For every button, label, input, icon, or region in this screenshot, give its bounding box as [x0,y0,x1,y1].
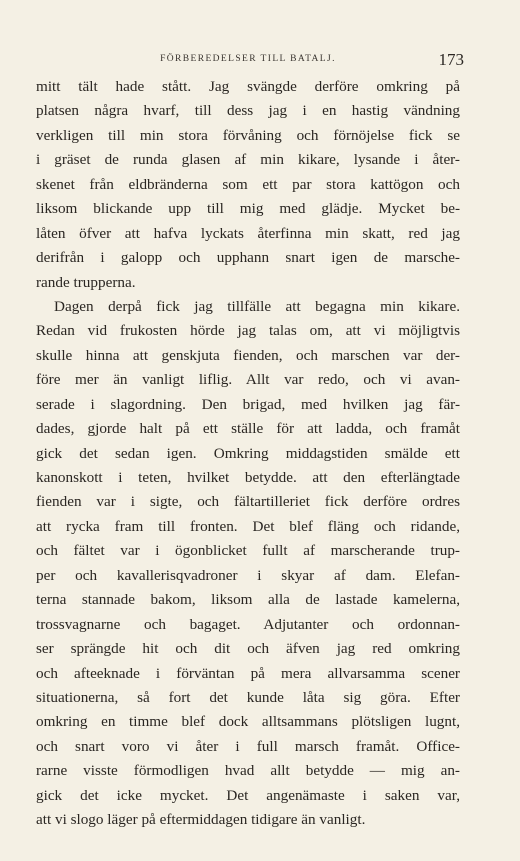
text-line: skulle hinna att genskjuta fienden, och marschen var der- [36,346,460,364]
text-line: Dagen derpå fick jag tillfälle att begagna min kikare. [54,297,460,315]
body-text [36,75,460,833]
text-line: att vi slogo läger på eftermiddagen tidigare än vanligt. [36,811,366,829]
text-line: per och kavallerisqvadroner i skyar af dam. Elefan- [36,566,460,584]
text-line: trossvagnarne och bagaget. Adjutanter och ordonnan- [36,615,460,633]
text-line: terna stannade bakom, liksom alla de lastade kamelerna, [36,591,460,609]
header-title: FÖRBEREDELSER TILL BATALJ. [160,54,336,64]
text-line: derifrån i galopp och upphann snart igen de marsche- [36,249,460,267]
running-head [36,50,464,72]
text-line: serade i slagordning. Den brigad, med hvilken jag fär- [36,395,460,413]
text-line: att rycka fram till fronten. Det blef fläng och ridande, [36,517,460,535]
text-line: omkring en timme blef dock alltsammans plötsligen lugnt, [36,713,460,731]
text-line: och afteeknade i förväntan på mera allvarsamma scener [36,664,460,682]
text-line: mitt tält hade stått. Jag svängde derföre omkring på [36,78,460,95]
page-number: 173 [438,50,464,69]
text-line: verkligen till min stora förvåning och förnöjelse fick se [36,126,460,144]
text-line: dades, gjorde halt på ett ställe för att ladda, och framåt [36,420,460,438]
text-line: och fältet var i ögonblicket fullt af marscherande trup- [36,542,460,560]
text-line: gick det sedan igen. Omkring middagstiden smälde ett [36,444,460,462]
text-line: i gräset de runda glasen af min kikare, lysande i åter- [36,151,460,169]
text-line: Redan vid frukosten hörde jag talas om, att vi möjligtvis [36,322,460,340]
text-line: skenet från eldbränderna som ett par stora kattögon och [36,175,460,193]
text-line: rande trupperna. [36,273,136,291]
text-line: fienden var i sigte, och fältartilleriet fick derföre ordres [36,493,460,511]
text-line: och snart voro vi åter i full marsch framåt. Office- [36,737,460,755]
text-line: gick det icke mycket. Det angenämaste i saken var, [36,786,460,804]
text-line: före mer än vanligt liflig. Allt var redo, och vi avan- [36,371,460,389]
text-line: kanonskott i teten, hvilket betydde. att den efterlängtade [36,469,460,486]
text-line: liksom blickande upp till mig med glädje. Mycket be- [36,200,460,218]
text-line: platsen några hvarf, till dess jag i en hastig vändning [36,102,460,120]
text-line: situationerna, så fort det kunde låta sig göra. Efter [36,688,460,706]
text-line: låten öfver att hafva lyckats återfinna min skatt, red jag [36,224,460,242]
text-line: rarne visste förmodligen hvad allt betydde — mig an- [36,762,460,780]
text-line: ser sprängde hit och dit och äfven jag red omkring [36,640,460,658]
